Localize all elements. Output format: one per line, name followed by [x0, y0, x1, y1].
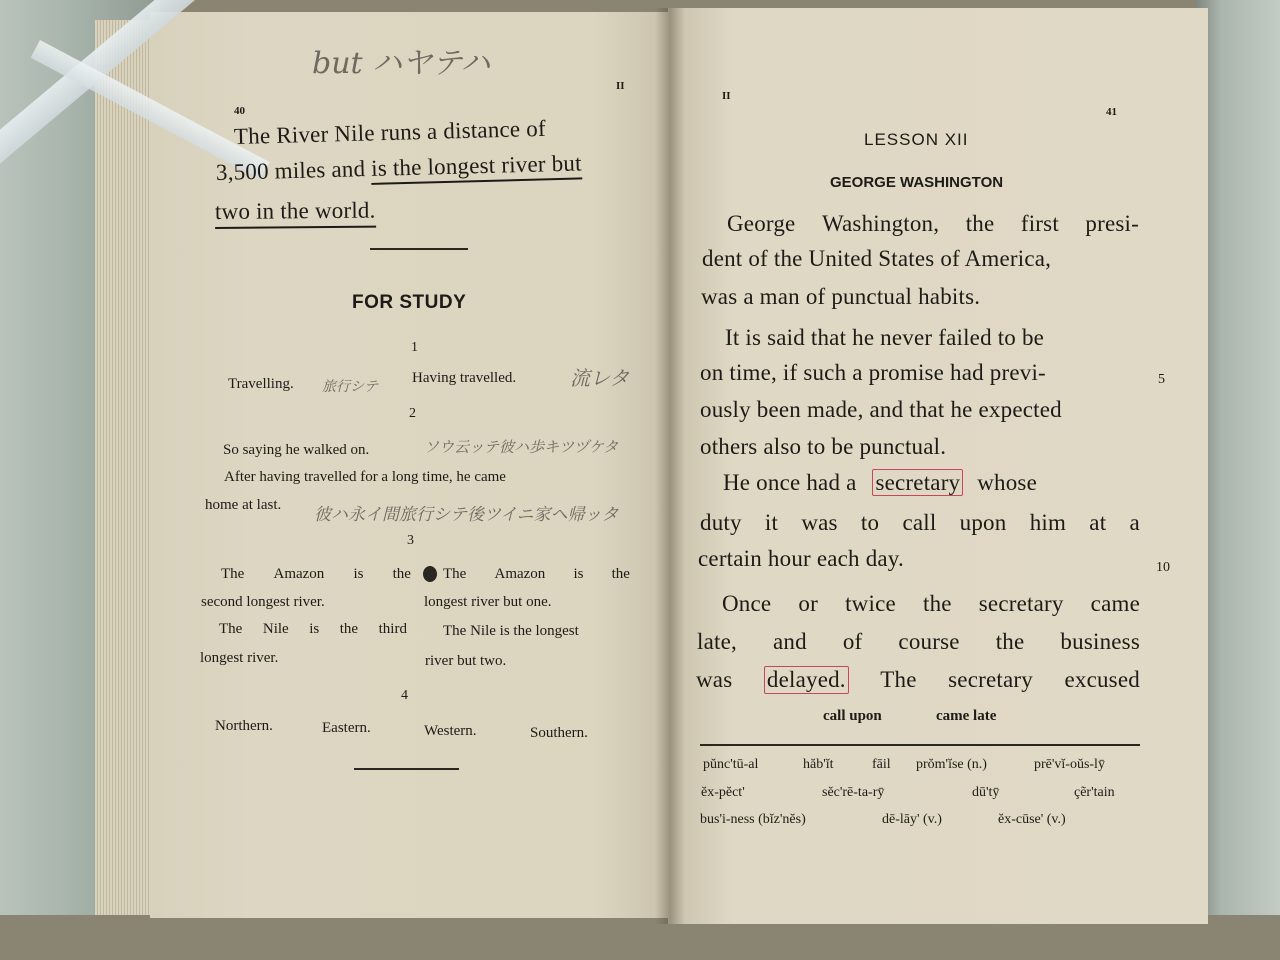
- section-2-number: 2: [409, 406, 416, 421]
- pron-previously: prē'vĭ-oŭs-lȳ: [1034, 757, 1105, 772]
- intro-line-2-start: 3,500 miles and: [215, 155, 372, 185]
- word: third: [378, 621, 407, 637]
- section-3-right-line-3: The Nile is the longest: [443, 623, 579, 639]
- section-2-note-1: ソウ云ッテ彼ハ歩キツヅケタ: [424, 438, 619, 456]
- text-line-2: dent of the United States of America,: [702, 246, 1052, 271]
- word: to: [860, 510, 880, 535]
- word: him: [1029, 510, 1067, 535]
- word: duty: [700, 510, 742, 535]
- word: call: [902, 510, 937, 535]
- page-edges: [95, 20, 155, 920]
- word: the: [339, 621, 359, 637]
- section-3-number: 3: [407, 533, 414, 548]
- pron-secretary: sĕc'rē-ta-rȳ: [822, 785, 885, 800]
- pron-punctual: pŭnc'tū-al: [703, 757, 759, 772]
- vocabulary-rule: [700, 744, 1140, 746]
- word: the: [611, 566, 630, 582]
- word: is: [573, 566, 584, 582]
- section-1-note-left: 旅行シテ: [322, 379, 378, 395]
- word: and: [772, 629, 807, 654]
- word: of: [842, 629, 863, 654]
- text-line-9: [700, 510, 1140, 536]
- section-3-right-line-1: [443, 566, 630, 583]
- section-1-right: Having travelled.: [412, 370, 517, 386]
- section-3-right-line-2: longest river but one.: [424, 594, 552, 610]
- word: Nile: [262, 621, 289, 637]
- phrase-came-late: came late: [936, 708, 997, 724]
- section-3-left-line-2: second longest river.: [201, 594, 325, 610]
- pron-business: bus'i-ness (bĭz'nĕs): [700, 812, 806, 827]
- left-page-number: 40: [234, 105, 245, 117]
- pron-certain: çẽr'tain: [1074, 785, 1115, 800]
- word: or: [798, 591, 818, 616]
- word: course: [898, 629, 960, 654]
- word: the: [392, 566, 411, 582]
- text-line-11: [722, 591, 1140, 617]
- text-line-8: [723, 470, 1037, 496]
- word: upon: [959, 510, 1007, 535]
- section-3-left-line-3: [219, 621, 407, 638]
- pron-expect: ĕx-pĕct': [701, 785, 745, 800]
- section-2-note-3: 彼ハ永イ間旅行シテ後ツイニ家ヘ帰ッタ: [314, 505, 619, 525]
- word: was: [696, 667, 733, 692]
- text-line-12: [697, 629, 1140, 655]
- pron-habit: hăb'ĭt: [803, 757, 834, 772]
- word: Once: [722, 591, 772, 616]
- word: Amazon: [273, 566, 325, 582]
- for-study-heading: FOR STUDY: [352, 292, 467, 313]
- word: Amazon: [494, 566, 546, 582]
- text-line-7: others also to be punctual.: [700, 434, 947, 459]
- word: twice: [845, 591, 896, 616]
- right-signature-mark: II: [722, 90, 731, 102]
- pron-fail: fāil: [872, 757, 891, 772]
- text-line-10: certain hour each day.: [698, 546, 904, 571]
- word: The: [443, 566, 467, 582]
- text-line-6: ously been made, and that he expected: [700, 397, 1062, 422]
- word: secretary: [948, 667, 1033, 692]
- pron-promise: prŏm'ĭse (n.): [916, 757, 987, 772]
- line-8-start: He once had a: [723, 470, 857, 495]
- word: excused: [1064, 667, 1140, 692]
- direction-southern: Southern.: [530, 725, 588, 741]
- section-3-right-line-4: river but two.: [425, 653, 507, 669]
- word: at: [1089, 510, 1107, 535]
- word: a: [1129, 510, 1140, 535]
- section-3-left-line-1: [221, 566, 411, 583]
- direction-northern: Northern.: [215, 718, 273, 734]
- line-8-end: whose: [977, 470, 1037, 495]
- word: George: [727, 211, 796, 236]
- section-3-left-line-4: longest river.: [200, 650, 279, 666]
- word: is: [309, 621, 320, 637]
- section-2-line-3: home at last.: [205, 497, 282, 513]
- pron-excuse: ĕx-cūse' (v.): [998, 812, 1066, 827]
- word: it: [764, 510, 779, 535]
- right-page-number: 41: [1106, 106, 1117, 118]
- direction-western: Western.: [424, 723, 477, 739]
- section-4-number: 4: [401, 688, 408, 703]
- lesson-title: GEORGE WASHINGTON: [830, 174, 1004, 191]
- word: the: [965, 211, 995, 236]
- word: presi-: [1085, 211, 1139, 236]
- section-1-note-right: 流レタ: [570, 366, 630, 390]
- highlighted-secretary: secretary: [872, 469, 963, 496]
- ink-blot: [423, 566, 437, 582]
- section-divider-top: [370, 248, 468, 250]
- text-line-5: on time, if such a promise had previ-: [700, 360, 1046, 385]
- text-line-4: It is said that he never failed to be: [725, 325, 1045, 350]
- word: The: [221, 566, 245, 582]
- intro-line-1: The River Nile runs a distance of: [233, 115, 547, 149]
- word: The: [880, 667, 917, 692]
- section-1-left: Travelling.: [228, 376, 294, 392]
- pron-delay: dē-lāy' (v.): [882, 812, 942, 827]
- word: was: [801, 510, 838, 535]
- highlighted-delayed: delayed.: [764, 666, 849, 694]
- pencil-annotation-top: but ハヤテハ: [312, 46, 491, 81]
- section-2-line-2: After having travelled for a long time, he came: [224, 469, 506, 485]
- word: first: [1020, 211, 1059, 236]
- text-line-3: was a man of punctual habits.: [701, 284, 981, 309]
- word: came: [1090, 591, 1140, 616]
- left-signature-mark: II: [616, 80, 625, 92]
- word: the: [922, 591, 952, 616]
- phrase-call-upon: call upon: [823, 708, 882, 724]
- word: is: [353, 566, 364, 582]
- word: the: [995, 629, 1025, 654]
- book-gutter: [655, 8, 685, 924]
- word: Washington,: [821, 211, 940, 236]
- section-divider-bottom: [354, 768, 459, 770]
- direction-eastern: Eastern.: [322, 720, 371, 736]
- text-line-13: [696, 666, 1140, 694]
- intro-line-3: two in the world.: [215, 198, 376, 229]
- text-line-1: [727, 211, 1139, 237]
- section-1-number: 1: [411, 340, 418, 355]
- underlined-phrase: is the longest river but: [371, 150, 582, 185]
- word: secretary: [978, 591, 1064, 616]
- word: late,: [697, 629, 737, 654]
- margin-line-5: 5: [1158, 372, 1165, 387]
- margin-line-10: 10: [1156, 560, 1170, 575]
- section-2-line-1: So saying he walked on.: [223, 442, 370, 458]
- word: The: [219, 621, 243, 637]
- lesson-label: LESSON XII: [864, 130, 969, 149]
- pron-duty: dū'tȳ: [972, 785, 1000, 800]
- word: business: [1060, 629, 1140, 654]
